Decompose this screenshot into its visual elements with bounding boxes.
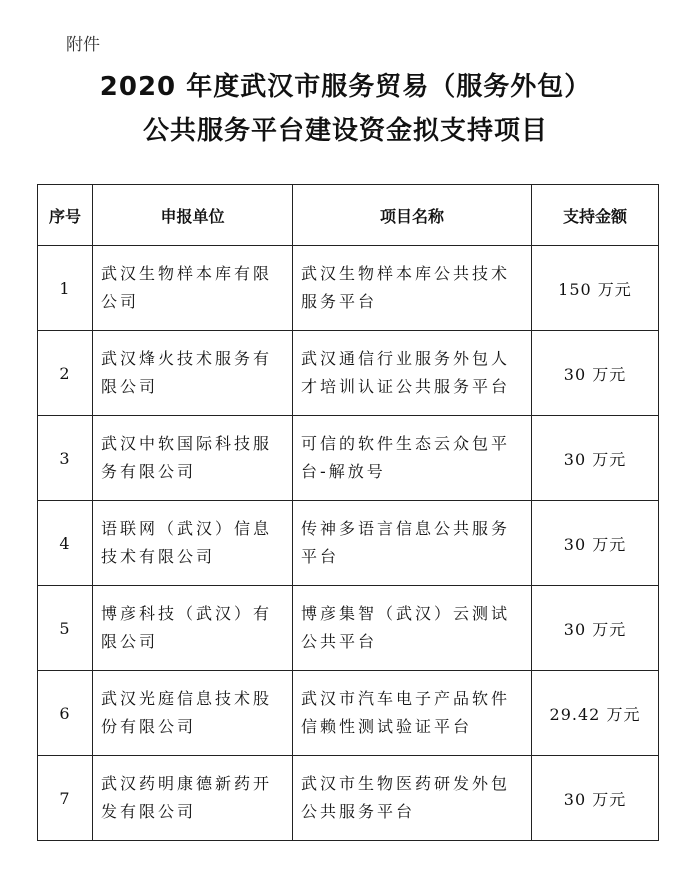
column-header-project: 项目名称 bbox=[293, 185, 532, 246]
project-name: 可信的软件生态云众包平台-解放号 bbox=[301, 434, 511, 481]
row-number: 1 bbox=[38, 246, 93, 331]
applicant-cell bbox=[93, 756, 293, 841]
applicant-cell bbox=[93, 416, 293, 501]
table-row bbox=[38, 246, 659, 331]
project-name: 武汉市汽车电子产品软件信赖性测试验证平台 bbox=[301, 689, 511, 736]
amount-cell: 30 万元 bbox=[532, 331, 659, 416]
applicant-cell bbox=[93, 246, 293, 331]
project-cell bbox=[293, 586, 532, 671]
amount-cell: 30 万元 bbox=[532, 501, 659, 586]
applicant-name: 博彦科技（武汉）有限公司 bbox=[101, 604, 273, 651]
table-row bbox=[38, 671, 659, 756]
column-header-number: 序号 bbox=[38, 185, 93, 246]
applicant-name: 武汉生物样本库有限公司 bbox=[101, 264, 273, 311]
amount-cell: 30 万元 bbox=[532, 586, 659, 671]
project-name: 武汉生物样本库公共技术服务平台 bbox=[301, 264, 511, 311]
applicant-name: 语联网（武汉）信息技术有限公司 bbox=[101, 519, 273, 566]
row-number: 2 bbox=[38, 331, 93, 416]
table-row bbox=[38, 756, 659, 841]
project-cell bbox=[293, 246, 532, 331]
table-header-row bbox=[38, 185, 659, 246]
row-number: 7 bbox=[38, 756, 93, 841]
column-header-applicant: 申报单位 bbox=[93, 185, 293, 246]
applicant-name: 武汉药明康德新药开发有限公司 bbox=[101, 774, 273, 821]
applicant-name: 武汉烽火技术服务有限公司 bbox=[101, 349, 273, 396]
project-cell bbox=[293, 331, 532, 416]
document-title-line1: 2020 年度武汉市服务贸易（服务外包） bbox=[99, 72, 592, 102]
project-name: 博彦集智（武汉）云测试公共平台 bbox=[301, 604, 511, 651]
document-title-line2: 公共服务平台建设资金拟支持项目 bbox=[142, 116, 548, 146]
project-name: 武汉通信行业服务外包人才培训认证公共服务平台 bbox=[301, 349, 511, 396]
amount-cell: 30 万元 bbox=[532, 416, 659, 501]
amount-cell: 29.42 万元 bbox=[532, 671, 659, 756]
project-cell bbox=[293, 671, 532, 756]
applicant-cell bbox=[93, 331, 293, 416]
table-row bbox=[38, 501, 659, 586]
table-row bbox=[38, 331, 659, 416]
attachment-label: 附件 bbox=[66, 35, 100, 55]
row-number: 5 bbox=[38, 586, 93, 671]
applicant-cell bbox=[93, 501, 293, 586]
applicant-name: 武汉中软国际科技服务有限公司 bbox=[101, 434, 273, 481]
table-row bbox=[38, 586, 659, 671]
row-number: 4 bbox=[38, 501, 93, 586]
project-name: 武汉市生物医药研发外包公共服务平台 bbox=[301, 774, 511, 821]
applicant-name: 武汉光庭信息技术股份有限公司 bbox=[101, 689, 273, 736]
row-number: 6 bbox=[38, 671, 93, 756]
project-cell bbox=[293, 756, 532, 841]
applicant-cell bbox=[93, 671, 293, 756]
row-number: 3 bbox=[38, 416, 93, 501]
project-name: 传神多语言信息公共服务平台 bbox=[301, 519, 511, 566]
applicant-cell bbox=[93, 586, 293, 671]
project-cell bbox=[293, 416, 532, 501]
table-row bbox=[38, 416, 659, 501]
amount-cell: 30 万元 bbox=[532, 756, 659, 841]
column-header-amount: 支持金额 bbox=[532, 185, 659, 246]
amount-cell: 150 万元 bbox=[532, 246, 659, 331]
project-table bbox=[37, 184, 659, 841]
project-cell bbox=[293, 501, 532, 586]
